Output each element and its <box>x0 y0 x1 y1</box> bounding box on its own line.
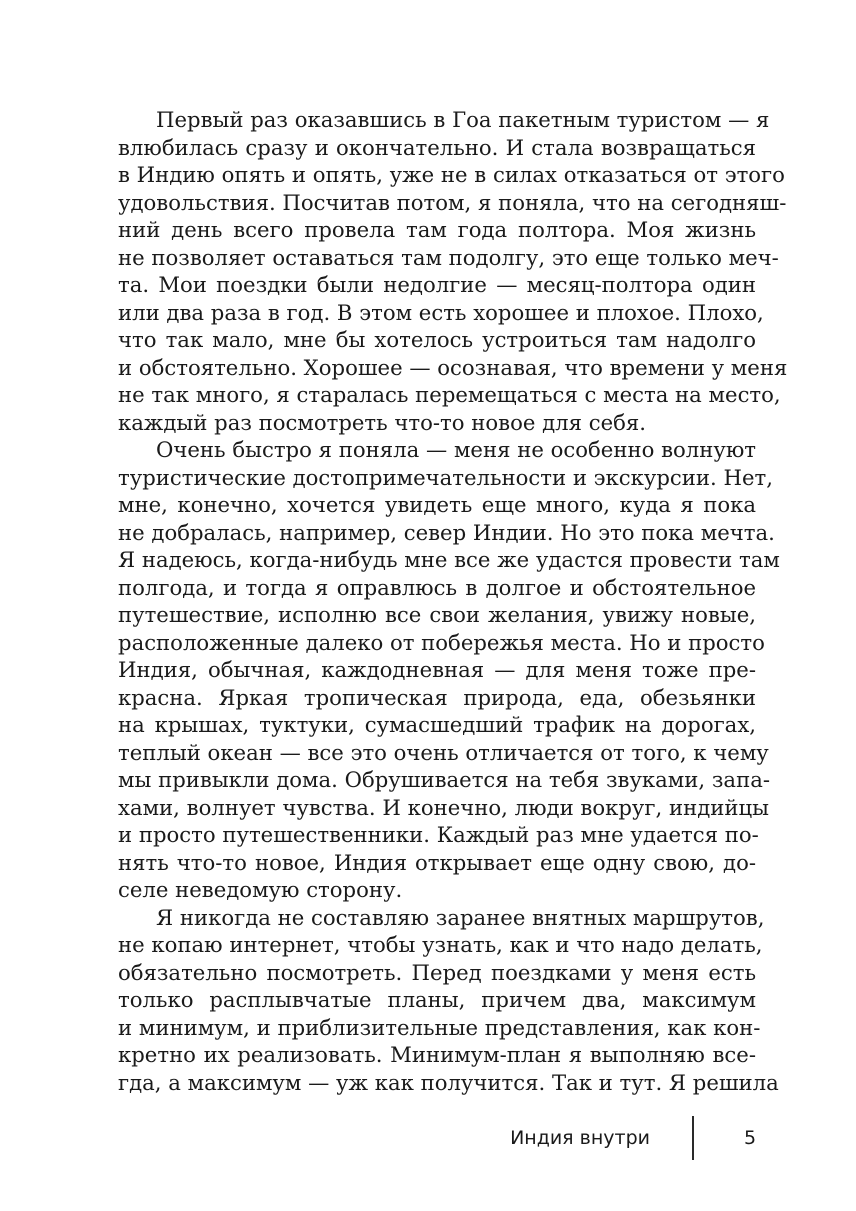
text-line: селе неведомую сторону. <box>118 877 403 902</box>
text-line: теплый океан — все это очень отличается от того, к чему <box>118 739 769 765</box>
text-line: хами, волнует чувства. И конечно, люди вокруг, индийцы <box>118 794 769 820</box>
text-line: влюбилась сразу и окончательно. И стала возвращаться <box>118 134 756 160</box>
text-line: не так много, я старалась перемещаться с места на место, <box>118 382 781 407</box>
text-line: Первый раз оказавшись в Гоа пакетным туристом — я <box>156 107 770 132</box>
text-line: гда, а максимум — уж как получится. Так и тут. Я решила <box>118 1069 779 1095</box>
text-line: что так мало, мне бы хотелось устроиться там надолго <box>118 327 756 352</box>
text-line: каждый раз посмотреть что-то новое для себя. <box>118 409 646 435</box>
text-line: и просто путешественники. Каждый раз мне удается по- <box>118 822 759 847</box>
text-line: не копаю интернет, чтобы узнать, как и что надо делать, <box>118 932 763 957</box>
page-number: 5 <box>744 1127 757 1149</box>
text-line: обязательно посмотреть. Перед поездками у меня есть <box>118 959 756 985</box>
text-line: мы привыкли дома. Обрушивается на тебя звуками, запа- <box>118 767 770 792</box>
text-line: нять что-то новое, Индия открывает еще одну свою, до- <box>118 849 756 875</box>
body-text <box>118 106 788 1096</box>
text-line: красна. Яркая тропическая природа, еда, обезьянки <box>118 684 756 710</box>
text-line: Я никогда не составляю заранее внятных маршрутов, <box>156 904 765 930</box>
text-line: на крышах, туктуки, сумасшедший трафик на дорогах, <box>118 712 756 737</box>
text-line: та. Мои поездки были недолгие — месяц-полтора один <box>118 272 756 297</box>
text-line: туристические достопримечательности и экскурсии. Нет, <box>118 464 773 490</box>
text-line: и минимум, и приблизительные представления, как кон- <box>118 1014 761 1040</box>
text-line: в Индию опять и опять, уже не в силах отказаться от этого <box>118 162 785 187</box>
text-line: не добралась, например, север Индии. Но это пока мечта. <box>118 519 775 545</box>
text-line: ний день всего провела там года полтора. Моя жизнь <box>118 217 756 242</box>
footer-divider <box>692 1116 694 1160</box>
text-line: и обстоятельно. Хорошее — осознавая, что времени у меня <box>118 354 788 380</box>
text-line: удовольствия. Посчитав потом, я поняла, что на сегодняш- <box>118 189 787 215</box>
text-line: путешествие, исполню все свои желания, увижу новые, <box>118 602 756 627</box>
running-footer-title: Индия внутри <box>510 1127 650 1149</box>
text-line: мне, конечно, хочется увидеть еще много, куда я пока <box>118 492 756 517</box>
text-line: только расплывчатые планы, причем два, максимум <box>118 987 756 1012</box>
text-line: Очень быстро я поняла — меня не особенно волнуют <box>156 437 756 462</box>
text-line: или два раза в год. В этом есть хорошее и плохое. Плохо, <box>118 299 764 325</box>
text-line: кретно их реализовать. Минимум-план я выполняю все- <box>118 1042 756 1067</box>
text-line: расположенные далеко от побережья места. Но и просто <box>118 629 765 655</box>
text-line: не позволяет оставаться там подолгу, это еще только меч- <box>118 244 779 270</box>
text-line: полгода, и тогда я оправлюсь в долгое и обстоятельное <box>118 574 756 600</box>
text-line: Я надеюсь, когда-нибудь мне все же удастся провести там <box>118 547 780 572</box>
text-line: Индия, обычная, каждодневная — для меня тоже пре- <box>118 657 756 682</box>
